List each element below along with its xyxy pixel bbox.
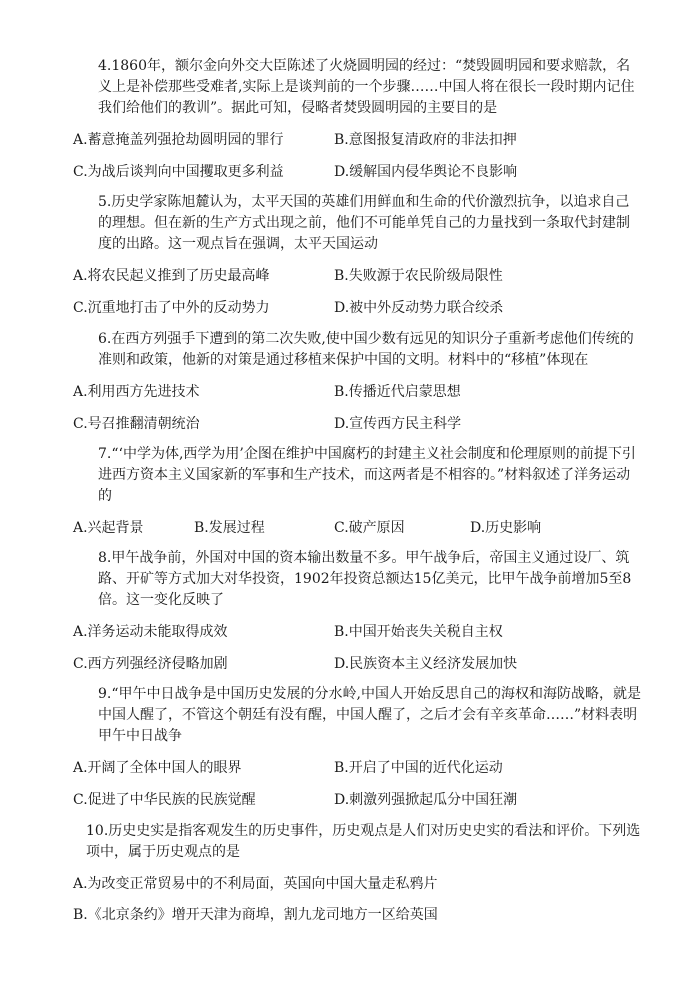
question-8-stem: 8.甲午战争前，外国对中国的资本输出数量不多。甲午战争后，帝国主义通过设厂、筑路、开矿等方式加大对华投资，1902年投资总额达15亿美元，比甲午战争前增加5至8倍。这一变化反映了 xyxy=(98,550,632,608)
question-7-option-d[interactable]: D.历史影响 xyxy=(470,520,542,536)
question-8-option-b[interactable]: B.中国开始丧失关税自主权 xyxy=(334,624,503,640)
question-9-option-b[interactable]: B.开启了中国的近代化运动 xyxy=(334,760,503,776)
question-4-option-c[interactable]: C.为战后谈判向中国攫取更多利益 xyxy=(73,164,284,180)
question-9-option-c[interactable]: C.促进了中华民族的民族觉醒 xyxy=(73,792,256,808)
question-4-option-a[interactable]: A.蓄意掩盖列强抢劫圆明园的罪行 xyxy=(73,132,284,148)
question-7-option-c[interactable]: C.破产原因 xyxy=(334,520,405,536)
question-9-option-a[interactable]: A.开阔了全体中国人的眼界 xyxy=(73,760,242,776)
question-9-stem: 9.“甲午中日战争是中国历史发展的分水岭,中国人开始反思自己的海权和海防战略，就是中国人醒了，不管这个朝廷有没有醒，中国人醒了，之后才会有辛亥革命……”材料表明甲午中日战争 xyxy=(98,686,641,744)
question-10-option-a[interactable]: A.为改变正常贸易中的不利局面，英国向中国大量走私鸦片 xyxy=(73,876,438,892)
question-8-option-a[interactable]: A.洋务运动未能取得成效 xyxy=(73,624,228,640)
question-4-option-d[interactable]: D.缓解国内侵华舆论不良影响 xyxy=(334,164,518,180)
question-5-stem: 5.历史学家陈旭麓认为，太平天国的英雄们用鲜血和生命的代价激烈抗争，以追求自己的理想。但在新的生产方式出现之前，他们不可能单凭自己的力量找到一条取代封建制度的出路。这一观点旨在强调，太平天国运动 xyxy=(98,194,630,252)
question-5-option-d[interactable]: D.被中外反动势力联合绞杀 xyxy=(334,300,504,316)
question-6-option-b[interactable]: B.传播近代启蒙思想 xyxy=(334,384,461,400)
question-7-stem: 7.“‘中学为体,西学为用’企图在维护中国腐朽的封建主义社会制度和伦理原则的前提下引进西方资本主义国家新的军事和生产技术，而这两者是不相容的。”材料叙述了洋务运动的 xyxy=(98,446,636,504)
question-5-option-a[interactable]: A.将农民起义推到了历史最高峰 xyxy=(73,268,270,284)
question-5-option-c[interactable]: C.沉重地打击了中外的反动势力 xyxy=(73,300,270,316)
question-6-stem: 6.在西方列强手下遭到的第二次失败,使中国少数有远见的知识分子重新考虑他们传统的准则和政策，他新的对策是通过移植来保护中国的文明。材料中的“移植”体现在 xyxy=(98,331,634,368)
question-10-stem: 10.历史史实是指客观发生的历史事件，历史观点是人们对历史史实的看法和评价。下列选项中，属于历史观点的是 xyxy=(86,823,641,860)
question-6-option-a[interactable]: A.利用西方先进技术 xyxy=(73,384,200,400)
question-8-option-c[interactable]: C.西方列强经济侵略加剧 xyxy=(73,656,228,672)
question-10-option-b[interactable]: B.《北京条约》增开天津为商埠，割九龙司地方一区给英国 xyxy=(73,907,438,923)
question-7-option-a[interactable]: A.兴起背景 xyxy=(73,520,144,536)
question-8-option-d[interactable]: D.民族资本主义经济发展加快 xyxy=(334,656,518,672)
question-7-option-b[interactable]: B.发展过程 xyxy=(194,520,265,536)
question-5-option-b[interactable]: B.失败源于农民阶级局限性 xyxy=(334,268,503,284)
question-4-stem: 4.1860年，额尔金向外交大臣陈述了火烧圆明园的经过：“焚毁圆明园和要求赔款，名义上是补偿那些受难者,实际上是谈判前的一个步骤……中国人将在很长一段时期内记住我们给他们的教训”。据此可知，侵略者焚毁圆明园的主要目的是 xyxy=(98,58,635,116)
question-9-option-d[interactable]: D.刺激列强掀起瓜分中国狂潮 xyxy=(334,792,518,808)
question-6-option-d[interactable]: D.宣传西方民主科学 xyxy=(334,416,462,432)
question-6-option-c[interactable]: C.号召推翻清朝统治 xyxy=(73,416,200,432)
question-4-option-b[interactable]: B.意图报复清政府的非法扣押 xyxy=(334,132,517,148)
